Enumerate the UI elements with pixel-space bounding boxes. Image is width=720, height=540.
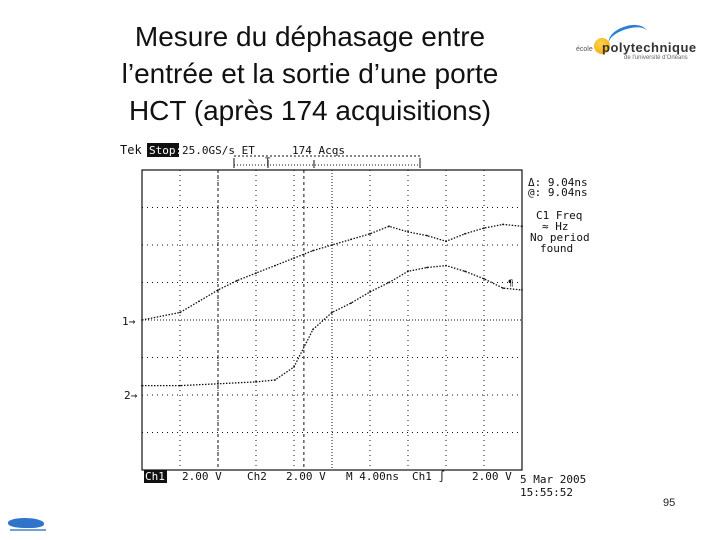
ch2-ground-marker: 2→ bbox=[124, 389, 138, 402]
polytechnique-logo bbox=[574, 24, 697, 78]
readout-delta: Δ: 9.04ns bbox=[528, 176, 588, 189]
bottom-timebase: M 4.00ns bbox=[346, 470, 399, 483]
data-point-ch1 bbox=[502, 224, 504, 226]
data-point-ch2 bbox=[255, 381, 257, 383]
oscilloscope-screenshot bbox=[110, 140, 600, 505]
data-point-ch1 bbox=[217, 289, 219, 291]
graticule bbox=[142, 170, 522, 470]
data-point-ch2 bbox=[369, 291, 371, 293]
scope-sample-rate: 25.0GS/s ET bbox=[182, 144, 255, 157]
data-point-ch1 bbox=[141, 319, 143, 321]
trace-end-marker: ¶ bbox=[508, 279, 514, 289]
data-point-ch1 bbox=[312, 250, 314, 252]
data-point-ch1 bbox=[274, 265, 276, 267]
data-point-ch2 bbox=[179, 385, 181, 387]
readout-no-period: No period bbox=[530, 231, 590, 244]
data-point-ch1 bbox=[198, 300, 200, 302]
data-point-ch2 bbox=[331, 312, 333, 314]
scope-acquisitions: 174 Acqs bbox=[292, 144, 345, 157]
data-point-ch1 bbox=[331, 244, 333, 246]
capture-date: 5 Mar 2005 bbox=[520, 473, 587, 486]
title-line-2: l’entrée et la sortie d’une porte bbox=[121, 58, 499, 89]
data-point-ch1 bbox=[369, 233, 371, 235]
data-point-ch2 bbox=[502, 287, 504, 289]
data-point-ch2 bbox=[426, 267, 428, 269]
footer-logo-icon bbox=[8, 518, 44, 528]
data-point-ch1 bbox=[521, 225, 523, 227]
data-point-ch1 bbox=[445, 240, 447, 242]
data-point-ch1 bbox=[350, 239, 352, 241]
data-point-ch2 bbox=[274, 379, 276, 381]
data-point-ch2 bbox=[293, 366, 295, 368]
record-bracket bbox=[234, 156, 420, 168]
data-point-ch1 bbox=[483, 227, 485, 229]
data-point-ch1 bbox=[426, 235, 428, 237]
readout-found: found bbox=[540, 242, 574, 255]
capture-time: 15:55:52 bbox=[520, 486, 573, 499]
footer-logo-text bbox=[10, 529, 46, 531]
data-point-ch1 bbox=[407, 231, 409, 233]
data-point-ch2 bbox=[350, 302, 352, 304]
data-point-ch2 bbox=[217, 383, 219, 385]
title-line-1: Mesure du déphasage entre bbox=[134, 21, 486, 52]
trigger-position-marker: T bbox=[265, 157, 271, 167]
data-point-ch2 bbox=[483, 278, 485, 280]
slide-title bbox=[40, 18, 580, 129]
data-point-ch1 bbox=[293, 257, 295, 259]
bottom-trigger-level: 2.00 V bbox=[472, 470, 512, 483]
bottom-ch2-scale: 2.00 V bbox=[286, 470, 326, 483]
bottom-trigger: Ch1 ∫ bbox=[412, 470, 446, 483]
bottom-ch2: Ch2 bbox=[247, 470, 267, 483]
logo-prefix: école bbox=[576, 46, 593, 53]
data-point-ch1 bbox=[236, 280, 238, 282]
data-point-ch1 bbox=[179, 312, 181, 314]
logo-name: polytechnique bbox=[602, 40, 697, 55]
data-point-ch2 bbox=[521, 289, 523, 291]
bottom-ch1: Ch1 bbox=[145, 470, 165, 483]
footer-logo bbox=[6, 512, 46, 534]
bottom-ch1-scale: 2.00 V bbox=[182, 470, 222, 483]
data-point-ch1 bbox=[388, 225, 390, 227]
readout-freq-label: C1 Freq bbox=[536, 209, 583, 222]
ch1-ground-marker: 1→ bbox=[122, 315, 136, 328]
readout-at: @: 9.04ns bbox=[528, 186, 588, 199]
page-number: 95 bbox=[663, 497, 676, 509]
data-point-ch2 bbox=[312, 329, 314, 331]
data-point-ch1 bbox=[464, 233, 466, 235]
data-point-ch1 bbox=[255, 272, 257, 274]
series-line-ch2 bbox=[142, 266, 522, 386]
scope-mode: Stop: bbox=[149, 144, 183, 157]
data-point-ch2 bbox=[388, 282, 390, 284]
readout-freq-value: ≈ Hz bbox=[542, 220, 569, 233]
scope-tek-label: Tek bbox=[120, 143, 142, 157]
logo-subtitle: de l'université d'Orléans bbox=[624, 55, 688, 61]
measurement-readouts bbox=[528, 176, 590, 255]
data-point-ch2 bbox=[407, 270, 409, 272]
data-point-ch2 bbox=[445, 265, 447, 267]
data-point-ch2 bbox=[141, 385, 143, 387]
data-point-ch2 bbox=[464, 270, 466, 272]
title-line-3: HCT (après 174 acquisitions) bbox=[128, 95, 492, 126]
